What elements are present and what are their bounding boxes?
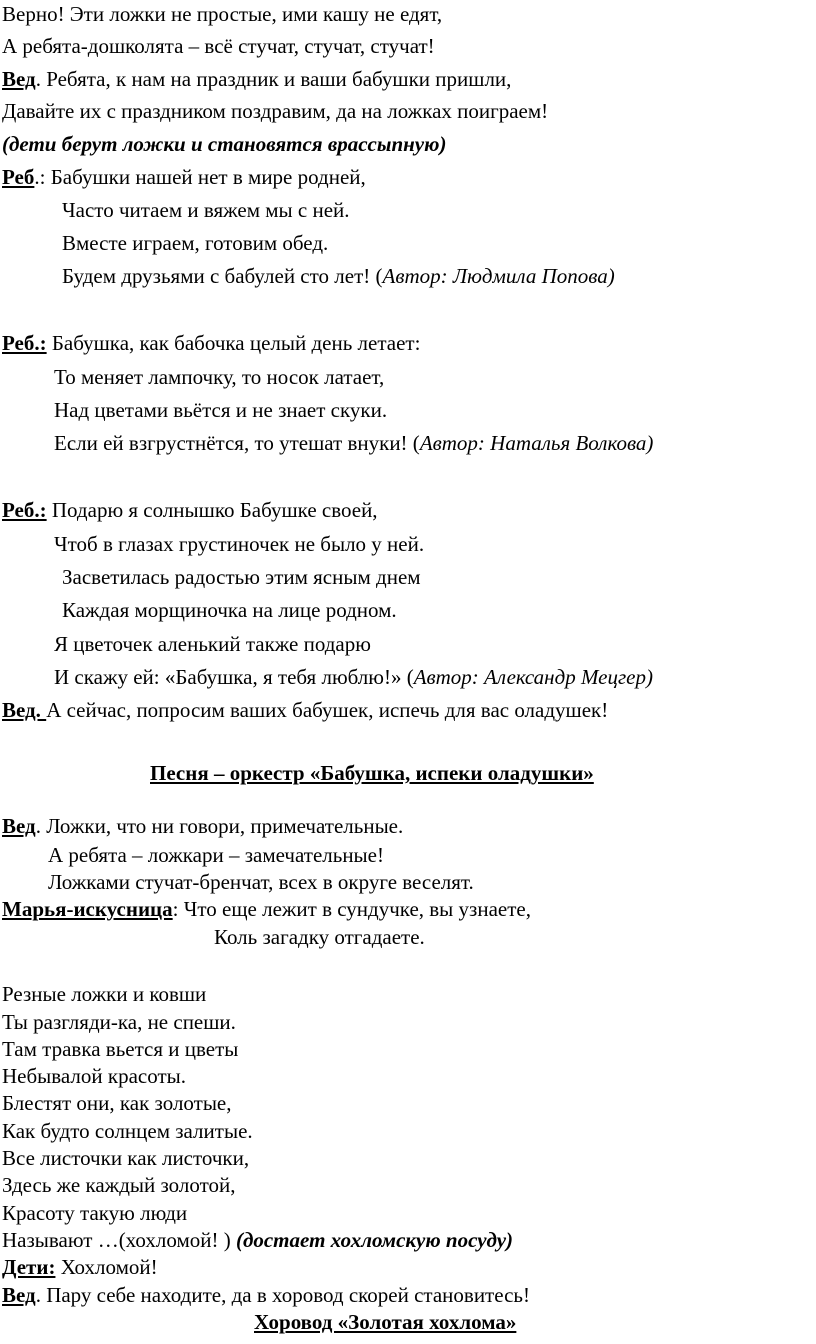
speaker-label: Реб.: (2, 498, 47, 522)
riddle-line: Здесь же каждый золотой, (2, 1173, 236, 1197)
riddle-line: Все листочки как листочки, (2, 1146, 250, 1170)
text-line: Часто читаем и вяжем мы с ней. (62, 198, 350, 222)
riddle-line: Небывалой красоты. (2, 1064, 186, 1088)
text-line: Над цветами вьётся и не знает скуки. (54, 398, 388, 422)
text-line: То меняет лампочку, то носок латает, (54, 365, 385, 389)
text-line: Марья-искусница: Что еще лежит в сундучке, вы узнаете, (2, 897, 531, 921)
text-line: А ребята-дошколята – всё стучат, стучат, стучат! (2, 34, 435, 58)
text-line: Вместе играем, готовим обед. (62, 231, 329, 255)
speaker-label: Марья-искусница (2, 897, 173, 921)
text-line: А ребята – ложкари – замечательные! (48, 843, 384, 867)
text-line: Коль загадку отгадаете. (214, 925, 425, 949)
speaker-label: Вед. (2, 698, 47, 722)
speaker-label: Вед (2, 814, 36, 838)
text-line: Чтоб в глазах грустиночек не было у ней. (54, 532, 425, 556)
speaker-label: Вед (2, 67, 36, 91)
speaker-label: Дети: (2, 1255, 56, 1279)
stage-direction: (достает хохломскую посуду) (235, 1228, 514, 1252)
riddle-line: Как будто солнцем залитые. (2, 1119, 253, 1143)
speaker-label: Вед (2, 1283, 36, 1307)
text-line: И скажу ей: «Бабушка, я тебя люблю!» (Автор: Александр Мецгер) (54, 665, 653, 689)
riddle-line: Ты разгляди-ка, не спеши. (2, 1010, 236, 1034)
riddle-line: Там травка вьется и цветы (2, 1037, 239, 1061)
text-line: Засветилась радостью этим ясным днем (62, 565, 421, 589)
riddle-line: Называют …(хохломой! ) (достает хохломскую посуду) (2, 1228, 514, 1252)
author-credit: Автор: Людмила Попова) (382, 264, 615, 288)
riddle-line: Блестят они, как золотые, (2, 1091, 232, 1115)
author-credit: Автор: Александр Мецгер) (413, 665, 653, 689)
text-line: Каждая морщиночка на лице родном. (62, 598, 397, 622)
speaker-label: Реб.: (2, 331, 47, 355)
text-line: Реб.: Бабушка, как бабочка целый день летает: (2, 331, 421, 355)
text-line: Реб.: Подарю я солнышко Бабушке своей, (2, 498, 378, 522)
text-line: Верно! Эти ложки не простые, ими кашу не едят, (2, 2, 443, 26)
text-line: Я цветочек аленький также подарю (54, 632, 371, 656)
text-line: Вед. Пару себе находите, да в хоровод скорей становитесь! (2, 1283, 530, 1307)
author-credit: Автор: Наталья Волкова) (419, 431, 654, 455)
text-line: Будем друзьями с бабулей сто лет! (Автор: Людмила Попова) (62, 264, 615, 288)
text-line: Давайте их с праздником поздравим, да на ложках поиграем! (2, 99, 549, 123)
text-line: Вед. Ложки, что ни говори, примечательные. (2, 814, 404, 838)
song-heading: Песня – оркестр «Бабушка, испеки оладушки» (150, 761, 594, 785)
text-line: Вед. А сейчас, попросим ваших бабушек, испечь для вас оладушек! (2, 698, 609, 722)
riddle-line: Красоту такую люди (2, 1201, 188, 1225)
dance-heading: Хоровод «Золотая хохлома» (254, 1310, 517, 1334)
speaker-label: Реб (2, 165, 35, 189)
stage-direction: (дети берут ложки и становятся врассыпную) (2, 132, 447, 156)
text-line: Если ей взгрустнётся, то утешат внуки! (Автор: Наталья Волкова) (54, 431, 654, 455)
text-line: Вед. Ребята, к нам на праздник и ваши бабушки пришли, (2, 67, 512, 91)
text-line: Дети: Хохломой! (2, 1255, 158, 1279)
riddle-line: Резные ложки и ковши (2, 982, 207, 1006)
text-line: Реб.: Бабушки нашей нет в мире родней, (2, 165, 366, 189)
text-line: Ложками стучат-бренчат, всех в округе веселят. (48, 870, 474, 894)
